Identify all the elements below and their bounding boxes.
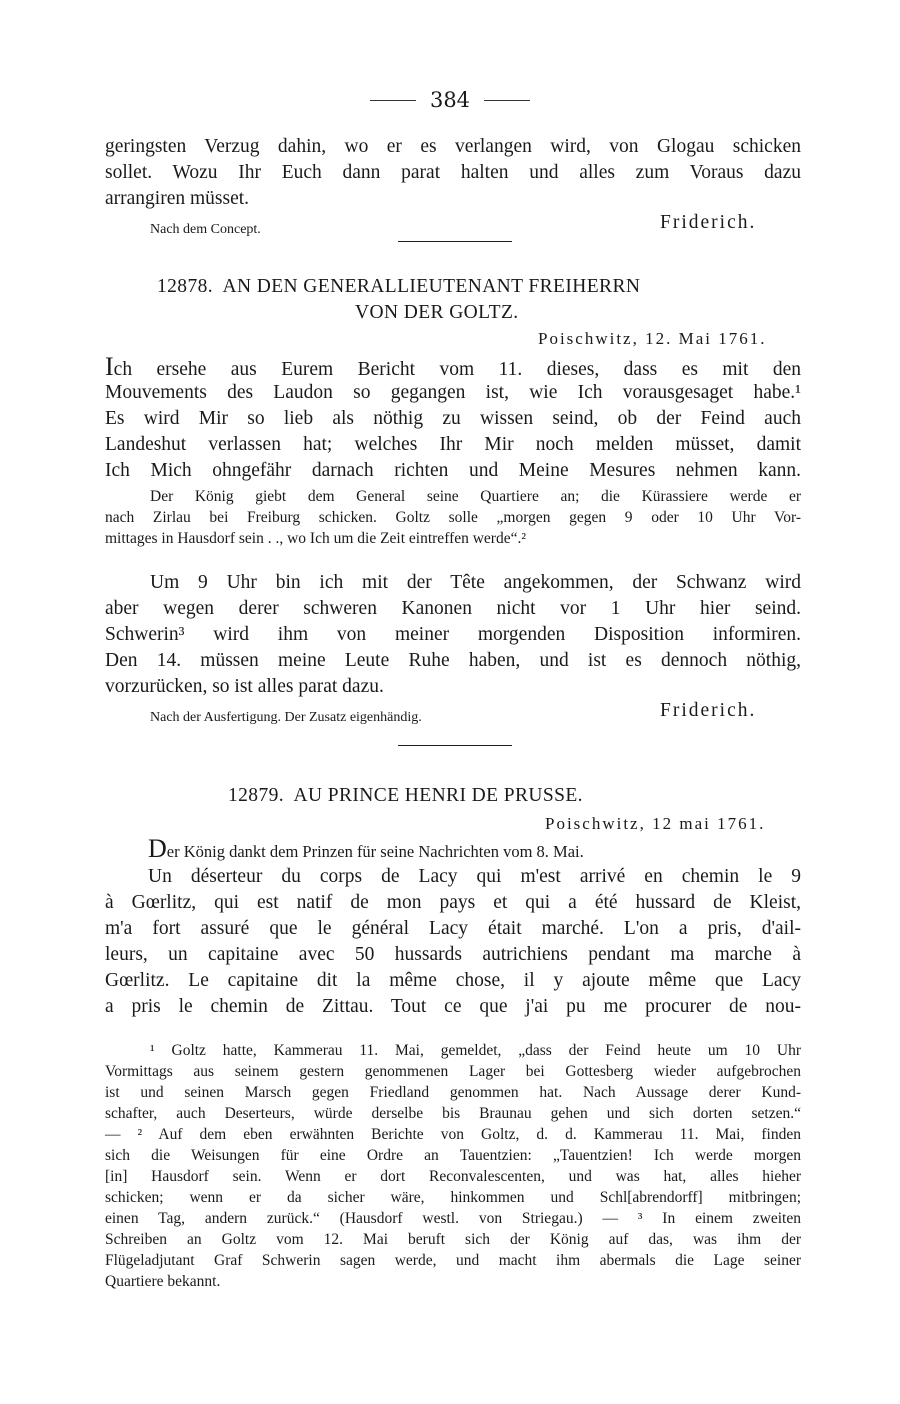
text-line: Un déserteur du corps de Lacy qui m'est arrivé en chemin le 9 xyxy=(148,866,801,887)
text-line: m'a fort assuré que le général Lacy était marché. L'on a pris, d'ail- xyxy=(105,918,801,939)
source-note: Nach der Ausfertigung. Der Zusatz eigenhändig. xyxy=(150,710,422,725)
footnote-line: Vormittags aus seinem gestern genommenen Lager bei Gottesberg wieder aufgebrochen xyxy=(105,1063,801,1080)
footnote-line: ¹ Goltz hatte, Kammerau 11. Mai, gemeldet, „dass der Feind heute um 10 Uhr xyxy=(150,1042,801,1059)
footnote-line: schafter, auch Deserteurs, würde derselbe bis Braunau gehen und sich dorten setzen.“ xyxy=(105,1105,801,1122)
letter-title: AN DEN GENERALLIEUTENANT FREIHERRN xyxy=(222,276,641,297)
letter-title-cont: VON DER GOLTZ. xyxy=(355,302,519,323)
header-rule-right xyxy=(484,100,530,101)
place-date: Poischwitz, 12. Mai 1761. xyxy=(538,329,767,348)
text-line: sollet. Wozu Ihr Euch dann parat halten und alles zum Voraus dazu xyxy=(105,162,801,183)
summary-line: mittages in Hausdorf sein . ., wo Ich um die Zeit eintreffen werde“.² xyxy=(105,530,527,547)
text-line: leurs, un capitaine avec 50 hussards autrichiens pendant ma marche à xyxy=(105,944,801,965)
page-number: 384 xyxy=(429,88,471,112)
text-line: a pris le chemin de Zittau. Tout ce que j'ai pu me procurer de nou- xyxy=(105,996,801,1017)
footnote-line: Flügeladjutant Graf Schwerin sagen werde, und macht ihm abermals die Lage seiner xyxy=(105,1252,801,1269)
separator-rule xyxy=(398,241,512,242)
letter-heading-line xyxy=(228,785,583,807)
signature: Friderich. xyxy=(660,212,757,233)
text-line: aber wegen derer schweren Kanonen nicht vor 1 Uhr hier seind. xyxy=(105,598,801,619)
separator-rule xyxy=(398,745,512,746)
text-span: ch ersehe aus Eurem Bericht vom 11. dieses, dass es mit den xyxy=(113,359,801,380)
letter-number: 12878. xyxy=(157,276,214,297)
signature: Friderich. xyxy=(660,700,757,721)
text-line: arrangiren müsset. xyxy=(105,188,250,209)
page-header xyxy=(0,88,900,112)
footnote-line: schicken; wenn er da sicher wäre, hinkommen und Schl[abrendorff] mitbringen; xyxy=(105,1189,801,1206)
summary-line: Der König giebt dem General seine Quartiere an; die Kürassiere werde er xyxy=(150,488,801,505)
text-line: Um 9 Uhr bin ich mit der Tête angekommen, der Schwanz wird xyxy=(150,572,801,593)
letter-heading-line xyxy=(157,276,640,298)
summary-line: nach Zirlau bei Freiburg schicken. Goltz solle „morgen gegen 9 oder 10 Uhr Vor- xyxy=(105,509,801,526)
letter-title: AU PRINCE HENRI DE PRUSSE. xyxy=(293,785,583,806)
footnote-line: Schreiben an Goltz vom 12. Mai beruft sich der König auf das, was ihm der xyxy=(105,1231,801,1248)
letter-number: 12879. xyxy=(228,785,285,806)
text-line: Gœrlitz. Le capitaine dit la même chose, il y ajoute même que Lacy xyxy=(105,970,801,991)
footnote-line: [in] Hausdorf sein. Wenn er dort Reconvalescenten, und was hat, alles hieher xyxy=(105,1168,801,1185)
text-line: Den 14. müssen meine Leute Ruhe haben, und ist es dennoch nöthig, xyxy=(105,650,801,671)
text-line: Schwerin³ wird ihm von meiner morgenden Disposition informiren. xyxy=(105,624,801,645)
place-date: Poischwitz, 12 mai 1761. xyxy=(545,814,766,833)
text-line: Mouvements des Laudon so gegangen ist, wie Ich vorausgesaget habe.¹ xyxy=(105,382,801,403)
text-span: er König dankt dem Prinzen für seine Nachrichten vom 8. Mai. xyxy=(166,842,584,861)
text-line xyxy=(105,354,801,383)
text-line: Es wird Mir so lieb als nöthig zu wissen seind, ob der Feind auch xyxy=(105,408,801,429)
header-rule-left xyxy=(370,100,416,101)
text-line: Ich Mich ohngefähr darnach richten und Meine Mesures nehmen kann. xyxy=(105,460,801,481)
footnote-line: ist und seinen Marsch gegen Friedland genommen hat. Nach Aussage derer Kund- xyxy=(105,1084,801,1101)
footnote-line: sich die Weisungen für eine Ordre an Tauentzien: „Tauentzien! Ich werde morgen xyxy=(105,1147,801,1164)
text-line: geringsten Verzug dahin, wo er es verlangen wird, von Glogau schicken xyxy=(105,136,801,157)
text-line: vorzurücken, so ist alles parat dazu. xyxy=(105,676,384,697)
footnote-line: — ² Auf dem eben erwähnten Berichte von Goltz, d. d. Kammerau 11. Mai, finden xyxy=(105,1126,801,1143)
footnote-line: einen Tag, andern zurück.“ (Hausdorf westl. von Striegau.) — ³ In einem zweiten xyxy=(105,1210,801,1227)
source-note: Nach dem Concept. xyxy=(150,222,261,237)
footnote-line: Quartiere bekannt. xyxy=(105,1273,221,1290)
summary-line xyxy=(148,836,584,865)
text-line: Landeshut verlassen hat; welches Ihr Mir noch melden müsset, damit xyxy=(105,434,801,455)
initial-letter: I xyxy=(105,352,114,381)
text-line: à Gœrlitz, qui est natif de mon pays et qui a été hussard de Kleist, xyxy=(105,892,801,913)
initial-letter: D xyxy=(148,834,167,863)
